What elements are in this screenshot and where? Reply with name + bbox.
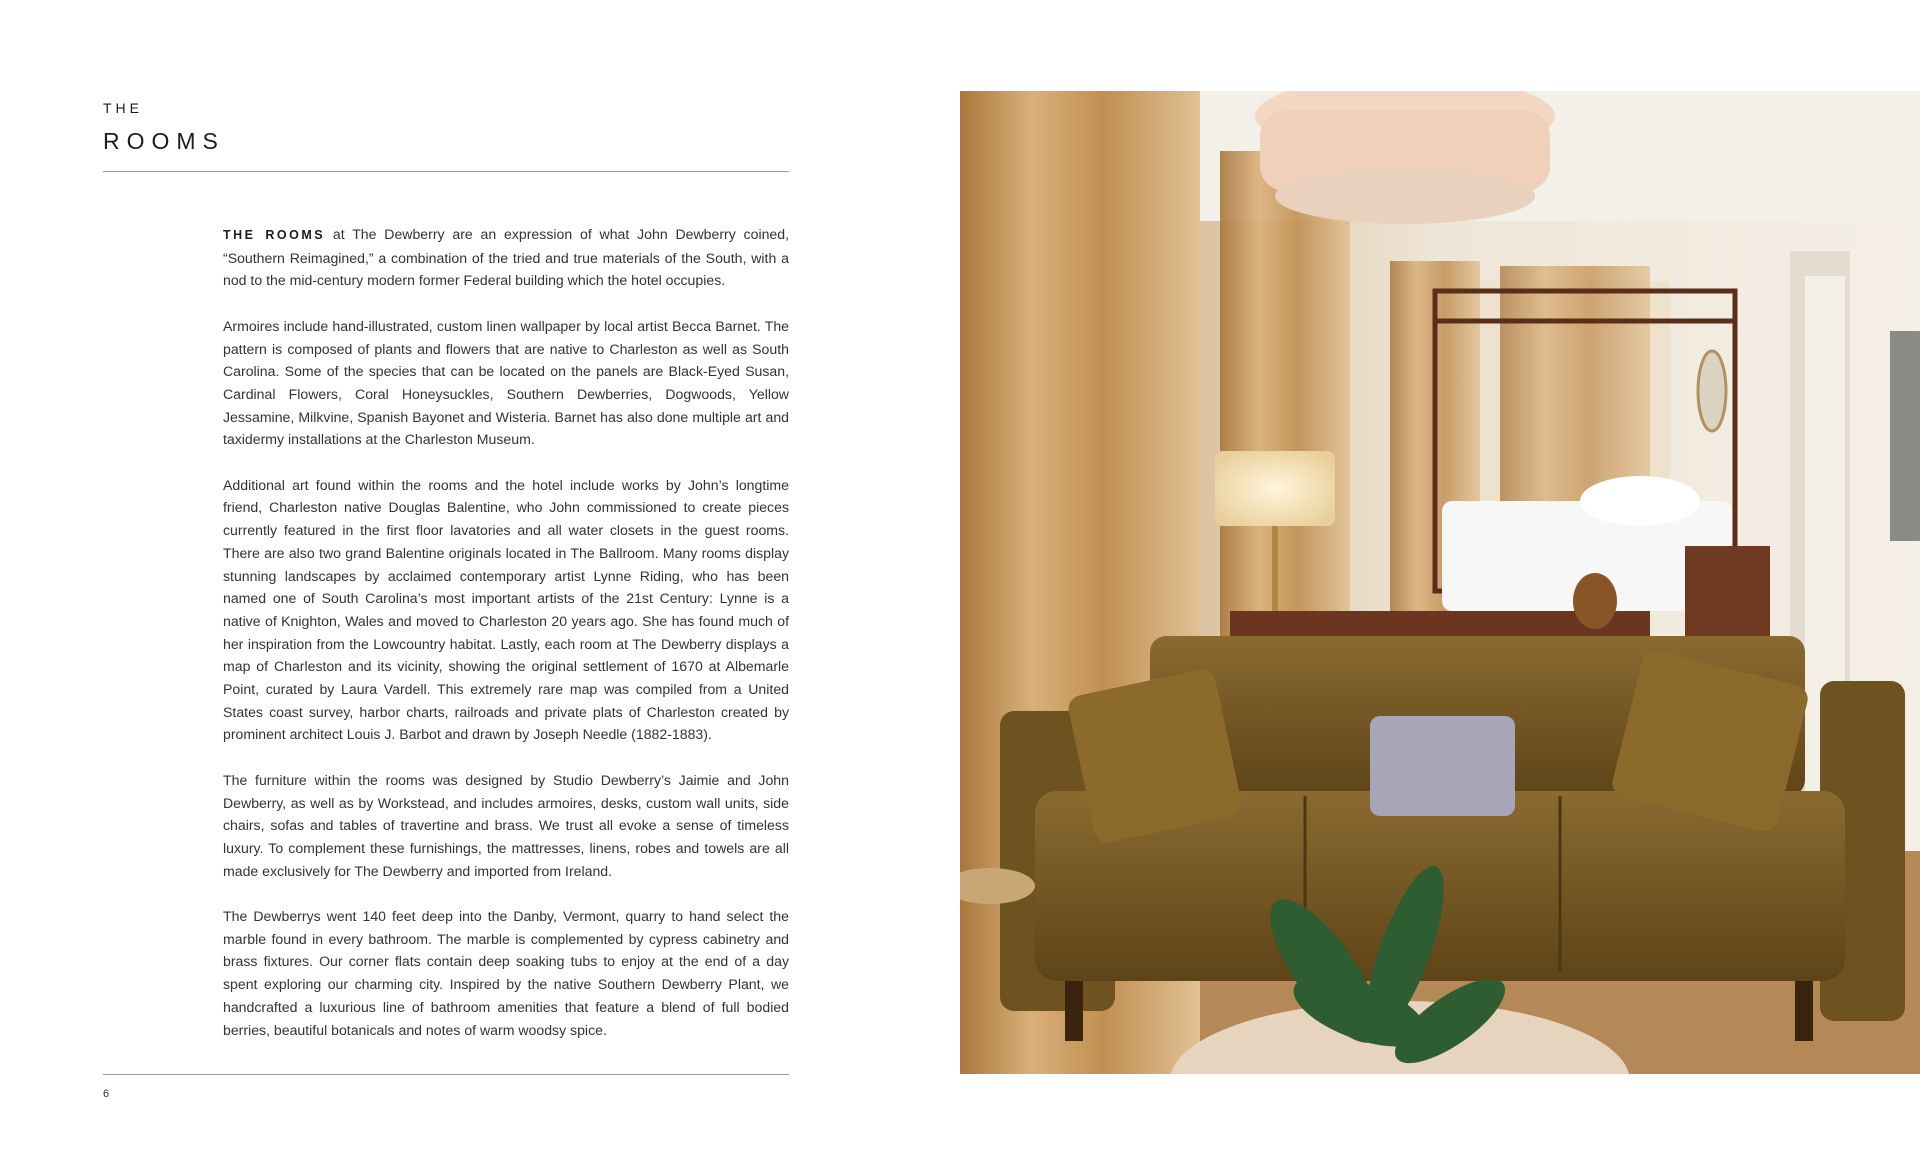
sofa-leg-right	[1795, 981, 1813, 1041]
pillow	[1580, 476, 1700, 526]
throw-pillow-left	[1066, 667, 1244, 845]
wall-mirror	[1698, 351, 1726, 431]
vase	[1573, 573, 1617, 629]
top-divider	[103, 171, 789, 172]
bottom-divider	[103, 1074, 789, 1075]
intro-text: at The Dewberry are an expression of what John Dewberry coined, “Southern Reimagined,” a combination of the tried and true materials of the South, with a nod to the mid-century modern former Federal building which the hotel occupies.	[223, 226, 790, 289]
paragraph-furniture: The furniture within the rooms was designed by Studio Dewberry’s Jaimie and John Dewberry, as well as by Workstead, and includes armoires, desks, custom wall units, side chairs, sofas and tables of travertine and brass. We trust all evoke a sense of timeless luxury. To complement these furnishings, the mattresses, linens, robes and towels are all made exclusively for The Dewberry and imported from Ireland.	[223, 771, 789, 879]
page-title: ROOMS	[103, 128, 225, 154]
paragraph-intro	[223, 223, 789, 292]
paragraph-marble: The Dewberrys went 140 feet deep into the Danby, Vermont, quarry to hand select the marble found in every bathroom. The marble is complemented by cypress cabinetry and brass fixtures. Our corner flats contain deep soaking tubs to enjoy at the end of a day spent exploring our charming city. Inspired by the native Southern Dewberry Plant, we handcrafted a luxurious line of bathroom amenities that feature a blend of full bodied berries, beautiful botanicals and notes of warm woodsy spice.	[223, 908, 789, 1038]
page-number: 6	[103, 1088, 110, 1100]
sofa-leg-left	[1065, 981, 1083, 1041]
paragraph-art: Additional art found within the rooms and the hotel include works by John’s longtime friend, Charleston native Douglas Balentine, who John commissioned to create pieces currently featured in the first floor lavatories and all water closets in the guest rooms. There are also two grand Balentine originals located in The Ballroom. Many rooms display stunning landscapes by acclaimed contemporary artist Lynne Riding, who has been named one of South Carolina’s most important artists of the 21st Century: Lynne is a native of Knighton, Wales and moved to Charleston 20 years ago. She has found much of her inspiration from the Lowcountry habitat. Lastly, each room at The Dewberry displays a map of Charleston and its vicinity, showing the original settlement of 1670 at Albemarle Point, curated by Laura Vardell. This extremely rare map was compiled from a United States coast survey, harbor charts, railroads and private plats of Charleston created by prominent architect Louis J. Barbot and drawn by Joseph Needle (1882-1883).	[223, 476, 789, 743]
picture-frame	[1890, 331, 1920, 541]
hotel-room-photo	[960, 91, 1920, 1074]
chandelier	[1255, 91, 1555, 224]
lead-in: THE ROOMS	[223, 228, 326, 242]
throw-pillow-center	[1370, 716, 1515, 816]
section-kicker: THE	[103, 100, 143, 116]
paragraph-armoires: Armoires include hand-illustrated, custom linen wallpaper by local artist Becca Barnet. The pattern is composed of plants and flowers that are native to Charleston as well as South Carolina. Some of the species that can be located on the panels are Black-Eyed Susan, Cardinal Flowers, Coral Honeysuckles, Southern Dewberries, Dogwoods, Yellow Jessamine, Milkvine, Spanish Bayonet and Wisteria. Barnet has also done multiple art and taxidermy installations at the Charleston Museum.	[223, 317, 789, 448]
body-text	[223, 223, 789, 1064]
